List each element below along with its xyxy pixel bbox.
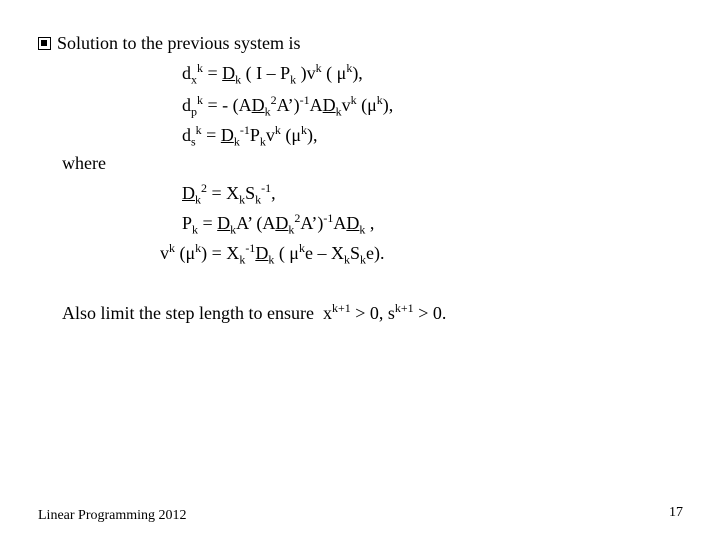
equation-dp: $d_p^k$ = - $(AD_k^2A’)^{-1}AD_kv^k$ $(\mu^k)$,	[182, 93, 394, 119]
step-length-note: Also limit the step length to ensure $x^{k+1} > 0$, $s^{k+1} > 0$.	[62, 301, 447, 323]
footer-course: Linear Programming 2012	[38, 508, 187, 523]
definition-D-squared: $D_k^2 = X_kS_k^{-1}$,	[182, 181, 276, 207]
where-label: where	[62, 153, 106, 173]
definition-v: $v^k$ $(\mu^k) = X_k^{-1}D_k$ ( $\mu^ke - X_kS_ke$).	[160, 241, 385, 267]
intro-text: Solution to the previous system is	[57, 33, 301, 53]
page-number: 17	[669, 505, 683, 520]
definition-P: $P_k = D_kA$’ $(AD_k^2A’)^{-1}AD_k$ ,	[182, 211, 375, 237]
equation-dx: $d_x^k = D_k$ ( I – $P_k$ )$v^k$ ( $\mu^k$),	[182, 61, 363, 87]
checkbox-bullet-icon	[38, 37, 51, 50]
intro-line	[38, 32, 301, 54]
equation-ds: $d_s^k = D_k^{-1}P_kv^k$ $(\mu^k)$,	[182, 123, 318, 149]
